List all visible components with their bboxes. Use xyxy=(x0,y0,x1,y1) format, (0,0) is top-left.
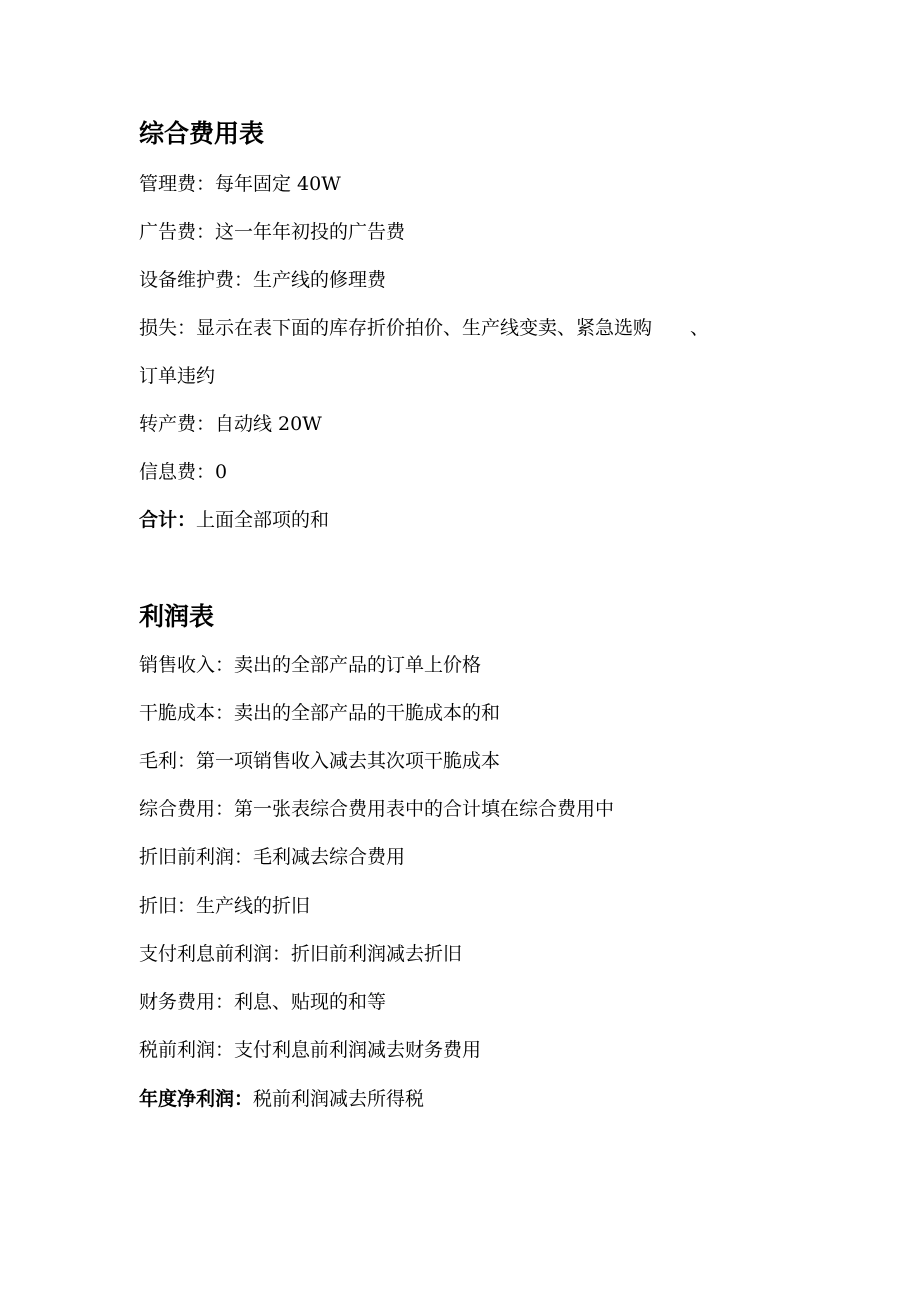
line-label: 信息费： xyxy=(139,461,216,483)
line-label: 合计： xyxy=(139,509,197,531)
expense-line-conversion xyxy=(139,411,322,437)
line-label: 折旧前利润： xyxy=(139,846,254,868)
profit-line-overall-expense xyxy=(139,796,614,822)
profit-line-net-profit xyxy=(139,1086,424,1112)
line-label: 综合费用： xyxy=(139,798,235,820)
expense-line-total xyxy=(139,507,329,533)
line-text: 订单违约 xyxy=(139,365,216,387)
profit-line-financial-expense xyxy=(139,989,386,1015)
expense-line-loss xyxy=(139,315,709,341)
line-text: 每年固定 40W xyxy=(215,173,341,195)
profit-line-direct-cost xyxy=(139,700,500,726)
line-text: 第一项销售收入减去其次项干脆成本 xyxy=(196,750,501,772)
line-label: 财务费用： xyxy=(139,991,235,1013)
line-text: 0 xyxy=(215,461,228,483)
profit-line-pre-tax xyxy=(139,1037,481,1063)
line-text: 第一张表综合费用表中的合计填在综合费用中 xyxy=(234,798,615,820)
line-text: 上面全部项的和 xyxy=(196,509,330,531)
line-label: 广告费： xyxy=(139,221,216,243)
line-label: 销售收入： xyxy=(139,654,235,676)
profit-line-pre-depreciation xyxy=(139,844,405,870)
profit-line-sales-revenue xyxy=(139,652,481,678)
line-text: 支付利息前利润减去财务费用 xyxy=(234,1039,482,1061)
expense-line-loss-continued xyxy=(139,363,215,389)
line-text: 毛利减去综合费用 xyxy=(253,846,406,868)
line-text: 生产线的折旧 xyxy=(196,895,311,917)
line-text: 自动线 20W xyxy=(215,413,322,435)
section-title-expense: 综合费用表 xyxy=(139,119,265,148)
line-label: 转产费： xyxy=(139,413,216,435)
profit-line-gross-profit xyxy=(139,748,500,774)
line-label: 年度净利润： xyxy=(139,1088,254,1110)
line-label: 设备维护费： xyxy=(139,269,254,291)
line-text: 显示在表下面的库存折价拍价、生产线变卖、紧急选购 xyxy=(196,317,653,339)
line-text: 折旧前利润减去折旧 xyxy=(291,943,463,965)
profit-line-depreciation xyxy=(139,893,310,919)
line-text: 卖出的全部产品的干脆成本的和 xyxy=(234,702,501,724)
line-label: 管理费： xyxy=(139,173,216,195)
line-text: 生产线的修理费 xyxy=(253,269,387,291)
line-label: 损失： xyxy=(139,317,197,339)
profit-line-pre-interest xyxy=(139,941,462,967)
expense-line-management xyxy=(139,171,341,197)
line-label: 毛利： xyxy=(139,750,197,772)
line-text: 利息、贴现的和等 xyxy=(234,991,387,1013)
line-text: 这一年年初投的广告费 xyxy=(215,221,406,243)
expense-line-advertising xyxy=(139,219,405,245)
line-tail: 、 xyxy=(690,317,710,339)
line-label: 折旧： xyxy=(139,895,197,917)
line-label: 支付利息前利润： xyxy=(139,943,292,965)
line-label: 干脆成本： xyxy=(139,702,235,724)
section-title-profit: 利润表 xyxy=(139,602,215,631)
expense-line-information xyxy=(139,459,227,485)
expense-line-maintenance xyxy=(139,267,386,293)
line-text: 卖出的全部产品的订单上价格 xyxy=(234,654,482,676)
line-label: 税前利润： xyxy=(139,1039,235,1061)
line-text: 税前利润减去所得税 xyxy=(253,1088,425,1110)
